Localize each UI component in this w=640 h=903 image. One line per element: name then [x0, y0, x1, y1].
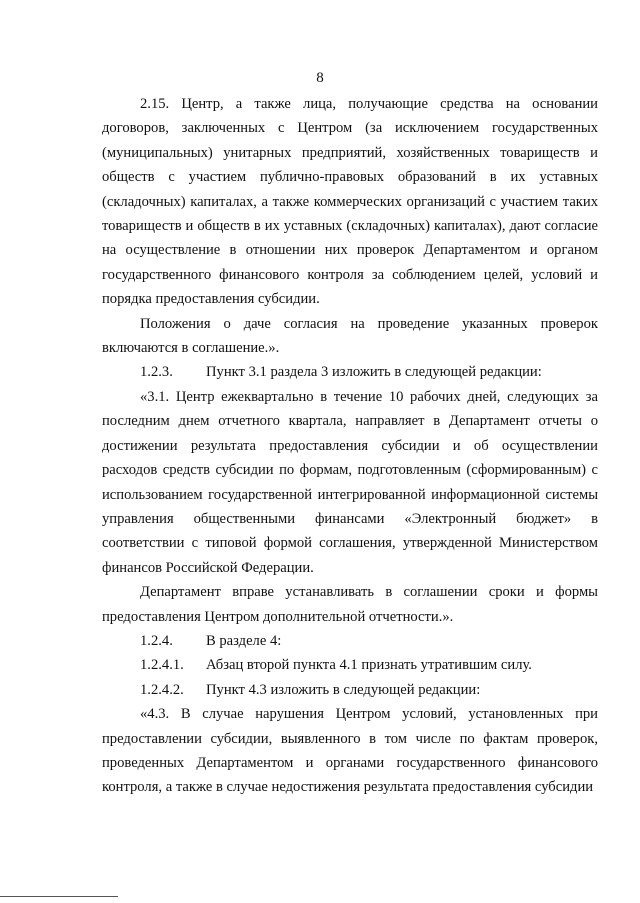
- paragraph-consent-provisions: Положения о даче согласия на проведение указанных проверок включаются в соглашение.».: [102, 315, 598, 357]
- paragraph-4-3: «4.3. В случае нарушения Центром условий, установленных при предоставлении субсидии, выявленного в том числе по фактам проверок, проведенных Департаментом и органами государственного финансового контроля, а также в случае недостижения результата предоставления субсидии: [102, 706, 598, 796]
- document-body: [102, 92, 598, 800]
- clause-text: Пункт 4.3 изложить в следующей редакции:: [206, 681, 481, 698]
- paragraph-2-15: 2.15. Центр, а также лица, получающие средства на основании договоров, заключенных с Центром (за исключением государственных (муниципальных) унитарных предприятий, хозяйственных товариществ и обществ с участием публично-правовых образований в их уставных (складочных) капиталах, а также коммерческих организаций с участием таких товариществ и обществ в их уставных (складочных) капиталах), дают согласие на осуществление в отношении них проверок Департаментом и органом государственного финансового контроля за соблюдением целей, условий и порядка предоставления субсидии.: [102, 96, 598, 308]
- paragraph-additional-reporting: Департамент вправе устанавливать в соглашении сроки и формы предоставления Центром дополнительной отчетности.».: [102, 584, 598, 625]
- clause-number: 1.2.3.: [140, 364, 173, 381]
- paragraph-3-1: «3.1. Центр ежеквартально в течение 10 рабочих дней, следующих за последним днем отчетного квартала, направляет в Департамент отчеты о достижении результата предоставления субсидии и об осуществлении расходов средств субсидии по формам, подготовленным (сформированным) с использованием государственной интегрированной информационной системы управления общественными финансами «Электронный бюджет» в соответствии с типовой формой соглашения, утвержденной Министерством финансов Российской Федерации.: [102, 388, 598, 576]
- paragraph-1-2-4: [102, 629, 598, 653]
- paragraph-1-2-3: [102, 360, 598, 384]
- paragraph-1-2-4-2: [102, 678, 598, 702]
- clause-number: 1.2.4.: [140, 632, 173, 649]
- clause-text: Абзац второй пункта 4.1 признать утратившим силу.: [206, 657, 532, 674]
- clause-text: В разделе 4:: [206, 632, 282, 649]
- page-number: 8: [316, 70, 324, 86]
- clause-text: Пункт 3.1 раздела 3 изложить в следующей редакции:: [206, 364, 542, 381]
- clause-number: 1.2.4.1.: [140, 657, 184, 674]
- clause-number: 1.2.4.2.: [140, 681, 184, 698]
- footnote-divider: [0, 896, 118, 897]
- paragraph-1-2-4-1: [102, 653, 598, 677]
